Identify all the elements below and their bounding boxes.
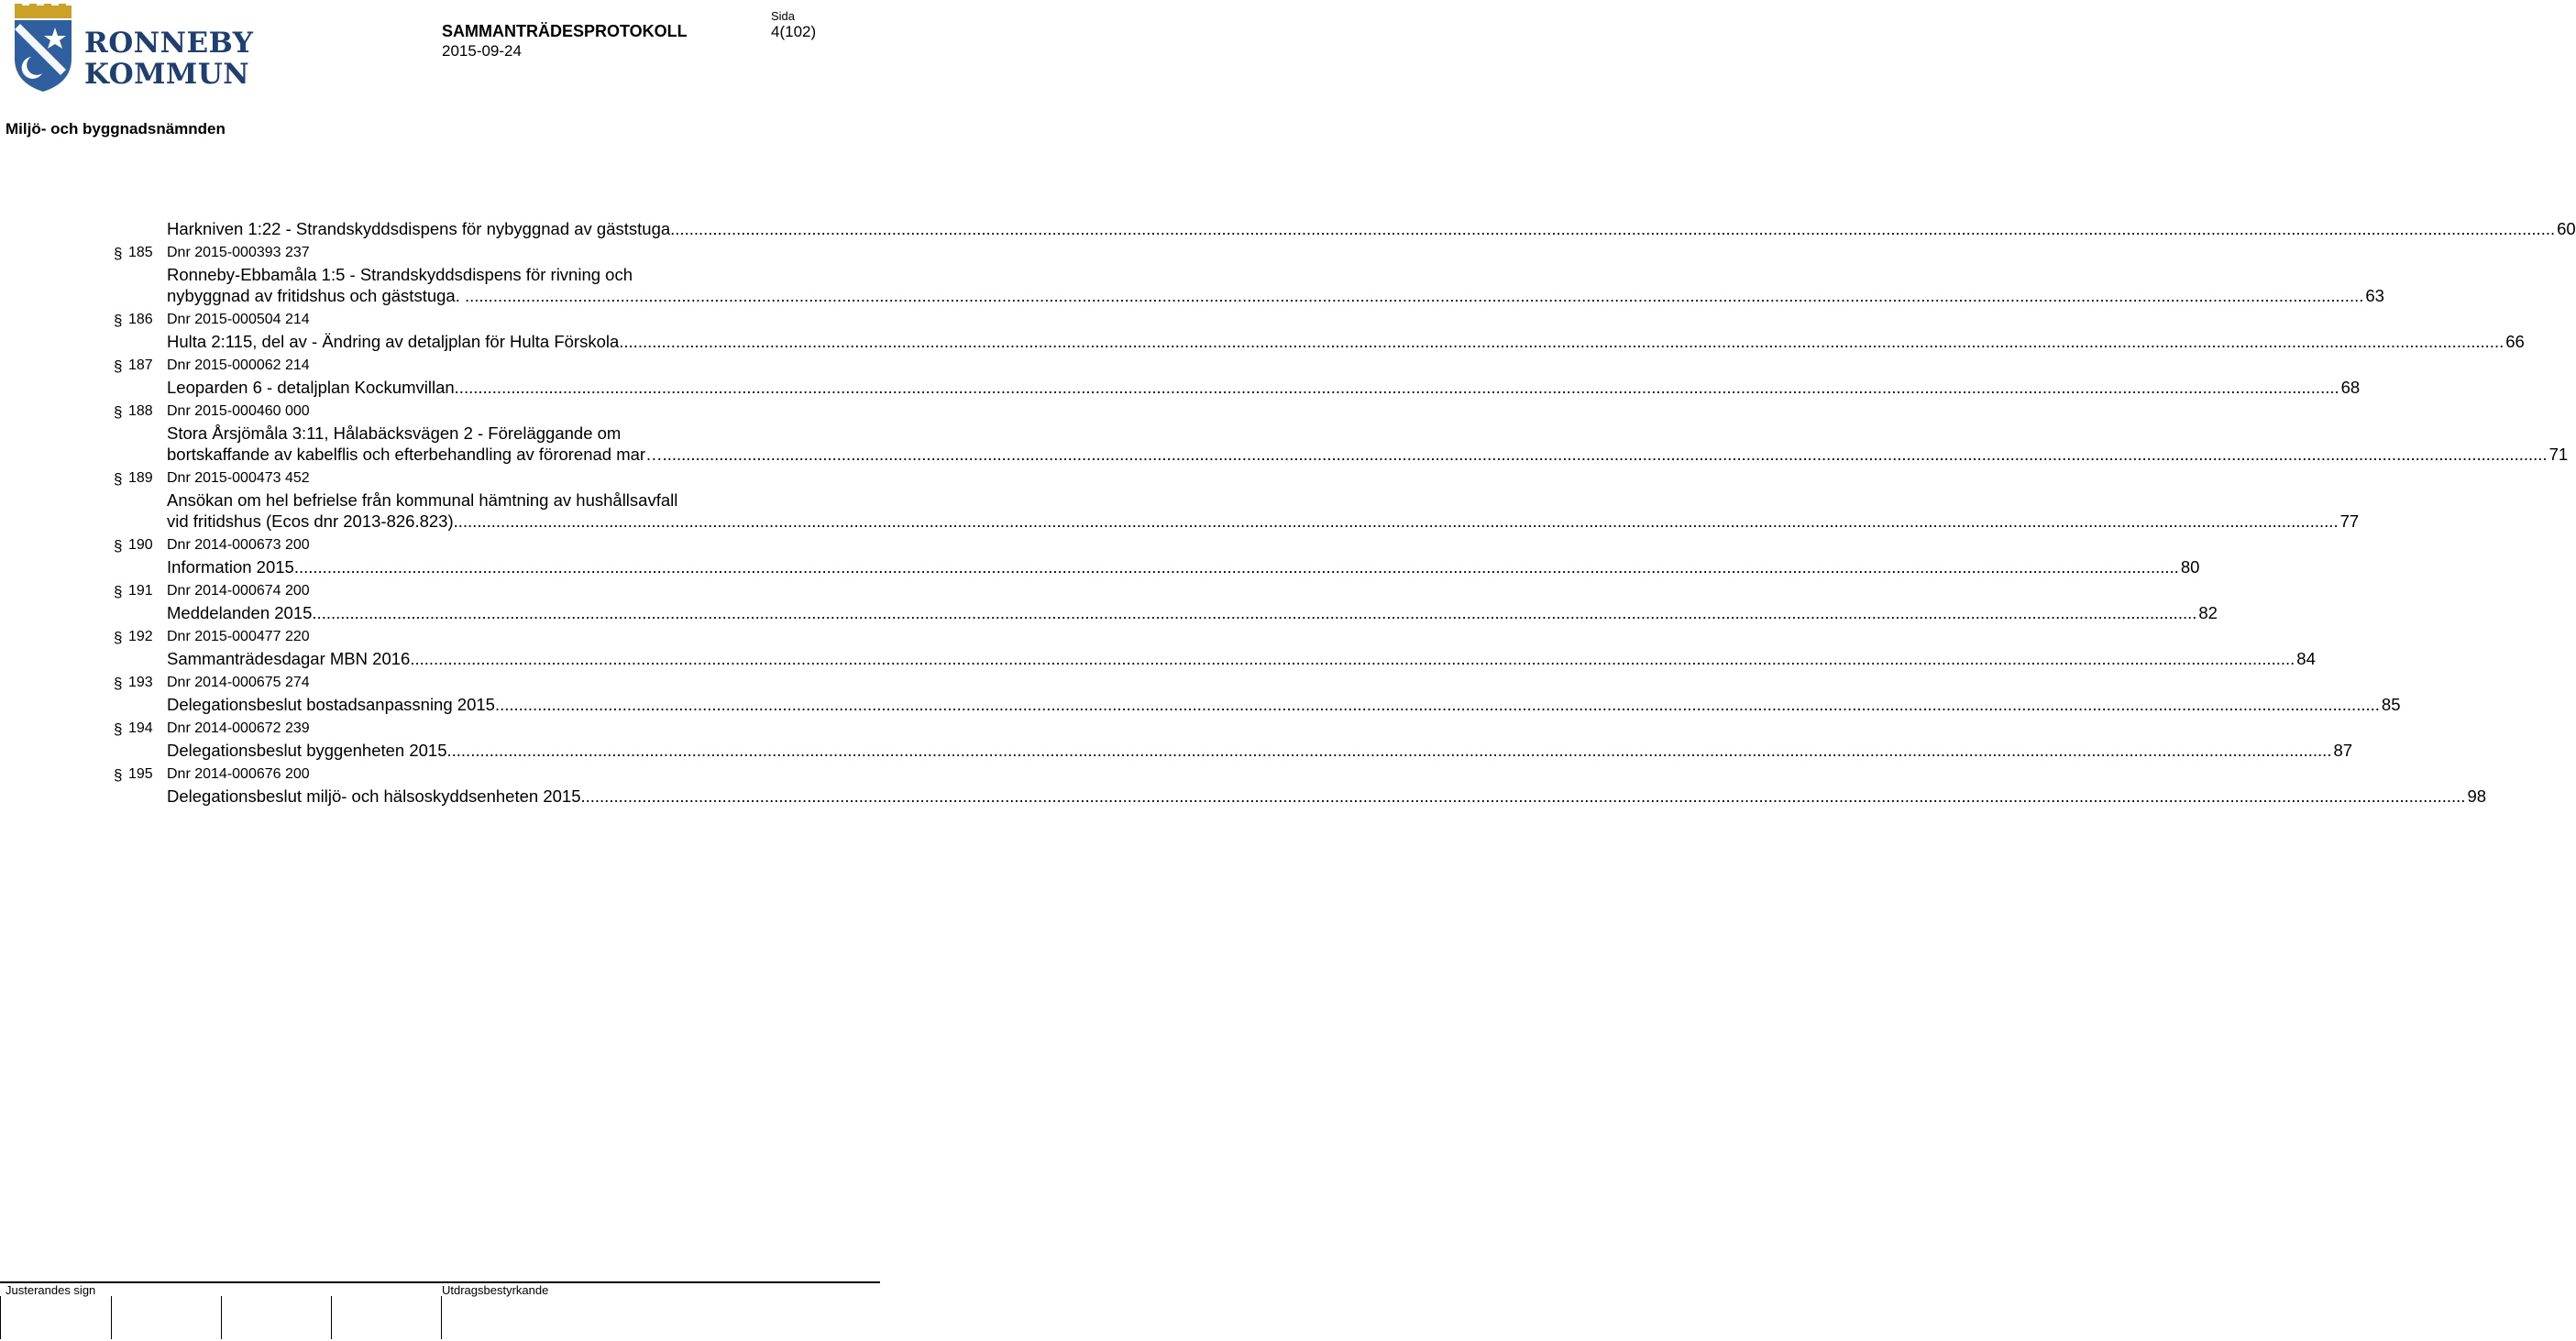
signature-box-divider <box>111 1296 112 1339</box>
paragraph-symbol: § <box>114 766 123 784</box>
toc-entry <box>0 534 2200 577</box>
toc-entry-title <box>167 602 2218 623</box>
paragraph-symbol: § <box>114 583 123 600</box>
toc-leader-line <box>167 648 2316 669</box>
ronneby-kommun-logo <box>11 4 254 95</box>
paragraph-number: 191 <box>128 583 153 599</box>
toc-entry-meta <box>0 309 880 331</box>
toc-title-line: Stora Årsjömåla 3:11, Hålabäcksvägen 2 - Föreläggande om <box>167 423 622 443</box>
paragraph-number: 188 <box>128 403 153 419</box>
page-number: 4(102) <box>771 23 817 40</box>
toc-entry-meta <box>0 764 880 786</box>
paragraph-symbol: § <box>114 720 123 738</box>
toc-page-number: 71 <box>2548 445 2569 464</box>
dot-leader: ................................................................................................................................................................................................................................................................................................................................................................................................................ <box>410 649 2295 668</box>
toc-entry <box>0 355 2361 398</box>
diary-number: Dnr 2015-000062 214 <box>167 357 310 373</box>
justerandes-sign-label: Justerandes sign <box>6 1283 96 1297</box>
signature-box-divider <box>0 1296 1 1339</box>
paragraph-number: 187 <box>128 357 153 373</box>
toc-entry <box>0 467 2360 532</box>
toc-entry-meta <box>0 580 880 602</box>
toc-leader-line <box>167 556 2200 577</box>
document-title: SAMMANTRÄDESPROTOKOLL <box>442 22 688 40</box>
paragraph-number: 195 <box>128 766 153 782</box>
toc-title-line: Meddelanden 2015 <box>167 603 313 622</box>
toc-entry-meta <box>0 242 880 264</box>
toc-entry <box>0 401 2569 465</box>
paragraph-number: 189 <box>128 470 153 486</box>
toc-leader-line <box>167 444 2569 465</box>
toc-entry-meta <box>0 718 880 740</box>
paragraph-symbol: § <box>114 357 123 375</box>
toc-entry-title <box>167 423 2569 465</box>
toc-title-line: Delegationsbeslut byggenheten 2015 <box>167 741 447 760</box>
signature-box-divider <box>221 1296 222 1339</box>
toc-entry-title <box>167 218 2576 239</box>
committee-name: Miljö- och byggnadsnämnden <box>6 120 226 137</box>
toc-title-line: vid fritidshus (Ecos dnr 2013-826.823) <box>167 511 454 531</box>
dot-leader: ................................................................................................................................................................................................................................................................................................................................................................................................................ <box>580 786 2466 806</box>
toc-title-line: Ronneby-Ebbamåla 1:5 - Strandskyddsdispens för rivning och <box>167 265 633 284</box>
paragraph-number: 193 <box>128 675 153 690</box>
toc-title-line: Harkniven 1:22 - Strandskyddsdispens för nybyggnad av gäststuga <box>167 219 671 238</box>
toc-leader-line <box>167 786 2487 807</box>
paragraph-number: 185 <box>128 245 153 260</box>
toc-page-number: 60 <box>2557 219 2576 238</box>
toc-entry-meta <box>0 534 880 556</box>
toc-entry-meta <box>0 401 880 423</box>
table-of-contents <box>0 218 2576 807</box>
page-label: Sida <box>771 9 796 23</box>
diary-number: Dnr 2014-000675 274 <box>167 675 310 690</box>
toc-title-line: Delegationsbeslut bostadsanpassning 2015 <box>167 695 495 714</box>
toc-entry-title <box>167 786 2487 807</box>
dot-leader: ................................................................................................................................................................................................................................................................................................................................................................................................................ <box>453 511 2339 531</box>
diary-number: Dnr 2015-000473 452 <box>167 470 310 486</box>
paragraph-number: 194 <box>128 720 153 736</box>
toc-page-number: 98 <box>2467 786 2487 806</box>
paragraph-symbol: § <box>114 675 123 692</box>
paragraph-symbol: § <box>114 245 123 262</box>
toc-entry-meta <box>0 672 880 694</box>
diary-number: Dnr 2014-000676 200 <box>167 766 310 782</box>
diary-number: Dnr 2015-000477 220 <box>167 629 310 644</box>
toc-leader-line <box>167 218 2576 239</box>
diary-number: Dnr 2014-000674 200 <box>167 583 310 599</box>
diary-number: Dnr 2014-000672 239 <box>167 720 310 736</box>
toc-entry <box>0 718 2353 761</box>
toc-page-number: 77 <box>2339 511 2360 531</box>
utdragsbestyrkande-label: Utdragsbestyrkande <box>442 1283 549 1297</box>
diary-number: Dnr 2015-000460 000 <box>167 403 310 419</box>
meeting-date: 2015-09-24 <box>442 42 522 60</box>
toc-entry-meta <box>0 467 880 489</box>
toc-entry <box>0 672 2401 715</box>
toc-entry-meta <box>0 626 880 648</box>
paragraph-symbol: § <box>114 629 123 646</box>
signature-box-divider <box>331 1296 332 1339</box>
toc-page-number: 85 <box>2381 695 2401 714</box>
toc-leader-line <box>167 511 2360 532</box>
toc-leader-line <box>167 285 2384 306</box>
toc-title-line: Delegationsbeslut miljö- och hälsoskyddsenheten 2015 <box>167 786 581 806</box>
paragraph-symbol: § <box>114 470 123 488</box>
toc-entry-meta <box>0 355 880 377</box>
toc-title-line: Ansökan om hel befrielse från kommunal hämtning av hushållsavfall <box>167 490 678 510</box>
logo-line-1: RONNEBY <box>84 27 254 60</box>
toc-entry <box>0 242 2384 306</box>
toc-leader-line <box>167 602 2218 623</box>
toc-entry <box>0 309 2525 352</box>
toc-title-line: Hulta 2:115, del av - Ändring av detaljplan för Hulta Förskola <box>167 332 620 351</box>
toc-leader-line <box>167 694 2401 715</box>
dot-leader: ................................................................................................................................................................................................................................................................................................................................................................................................................ <box>446 741 2332 760</box>
toc-leader-line <box>167 740 2353 761</box>
toc-entry-title <box>167 556 2200 577</box>
toc-page-number: 84 <box>2296 649 2316 668</box>
toc-entry-title <box>167 694 2401 715</box>
diary-number: Dnr 2014-000673 200 <box>167 537 310 553</box>
dot-leader: ................................................................................................................................................................................................................................................................................................................................................................................................................ <box>670 219 2556 238</box>
paragraph-number: 186 <box>128 312 153 327</box>
toc-entry <box>0 580 2218 623</box>
toc-page-number: 66 <box>2505 332 2525 351</box>
toc-entry <box>0 626 2316 669</box>
toc-title-line: Leoparden 6 - detaljplan Kockumvillan <box>167 378 455 397</box>
toc-entry-title <box>167 331 2525 352</box>
toc-leader-line <box>167 331 2525 352</box>
toc-entry <box>0 764 2487 807</box>
paragraph-symbol: § <box>114 537 123 555</box>
logo-wordmark <box>84 27 253 90</box>
toc-page-number: 82 <box>2198 603 2218 622</box>
coat-of-arms-icon <box>11 4 75 93</box>
dot-leader: ................................................................................................................................................................................................................................................................................................................................................................................................................ <box>662 445 2548 464</box>
toc-page-number: 80 <box>2180 557 2200 577</box>
dot-leader: ................................................................................................................................................................................................................................................................................................................................................................................................................ <box>454 378 2339 397</box>
toc-entry-title <box>167 740 2353 761</box>
toc-page-number: 87 <box>2333 741 2353 760</box>
paragraph-number: 192 <box>128 629 153 644</box>
footer-divider <box>0 1281 880 1283</box>
toc-title-line: bortskaffande av kabelflis och efterbehandling av förorenad mar… <box>167 445 663 464</box>
dot-leader: ................................................................................................................................................................................................................................................................................................................................................................................................................ <box>494 695 2380 714</box>
toc-title-line: nybyggnad av fritidshus och gäststuga. ... <box>167 286 479 305</box>
logo-line-2: KOMMUN <box>84 58 250 91</box>
toc-entry-title <box>167 264 2384 306</box>
diary-number: Dnr 2015-000393 237 <box>167 245 310 260</box>
signature-footer <box>0 1281 880 1341</box>
dot-leader: ................................................................................................................................................................................................................................................................................................................................................................................................................ <box>293 557 2179 577</box>
dot-leader: ................................................................................................................................................................................................................................................................................................................................................................................................................ <box>619 332 2504 351</box>
paragraph-number: 190 <box>128 537 153 553</box>
toc-entry-title <box>167 489 2360 532</box>
toc-leader-line <box>167 377 2361 398</box>
toc-title-line: Sammanträdesdagar MBN 2016 <box>167 649 411 668</box>
toc-entry-title <box>167 648 2316 669</box>
signature-box-divider <box>441 1296 442 1339</box>
diary-number: Dnr 2015-000504 214 <box>167 312 310 327</box>
dot-leader: ................................................................................................................................................................................................................................................................................................................................................................................................................ <box>479 286 2364 305</box>
paragraph-symbol: § <box>114 312 123 329</box>
paragraph-symbol: § <box>114 403 123 421</box>
toc-entry-title <box>167 377 2361 398</box>
toc-entry-continued <box>0 218 2576 239</box>
dot-leader: ................................................................................................................................................................................................................................................................................................................................................................................................................ <box>312 603 2197 622</box>
toc-page-number: 63 <box>2365 286 2384 305</box>
toc-page-number: 68 <box>2340 378 2361 397</box>
toc-title-line: Information 2015 <box>167 557 294 577</box>
